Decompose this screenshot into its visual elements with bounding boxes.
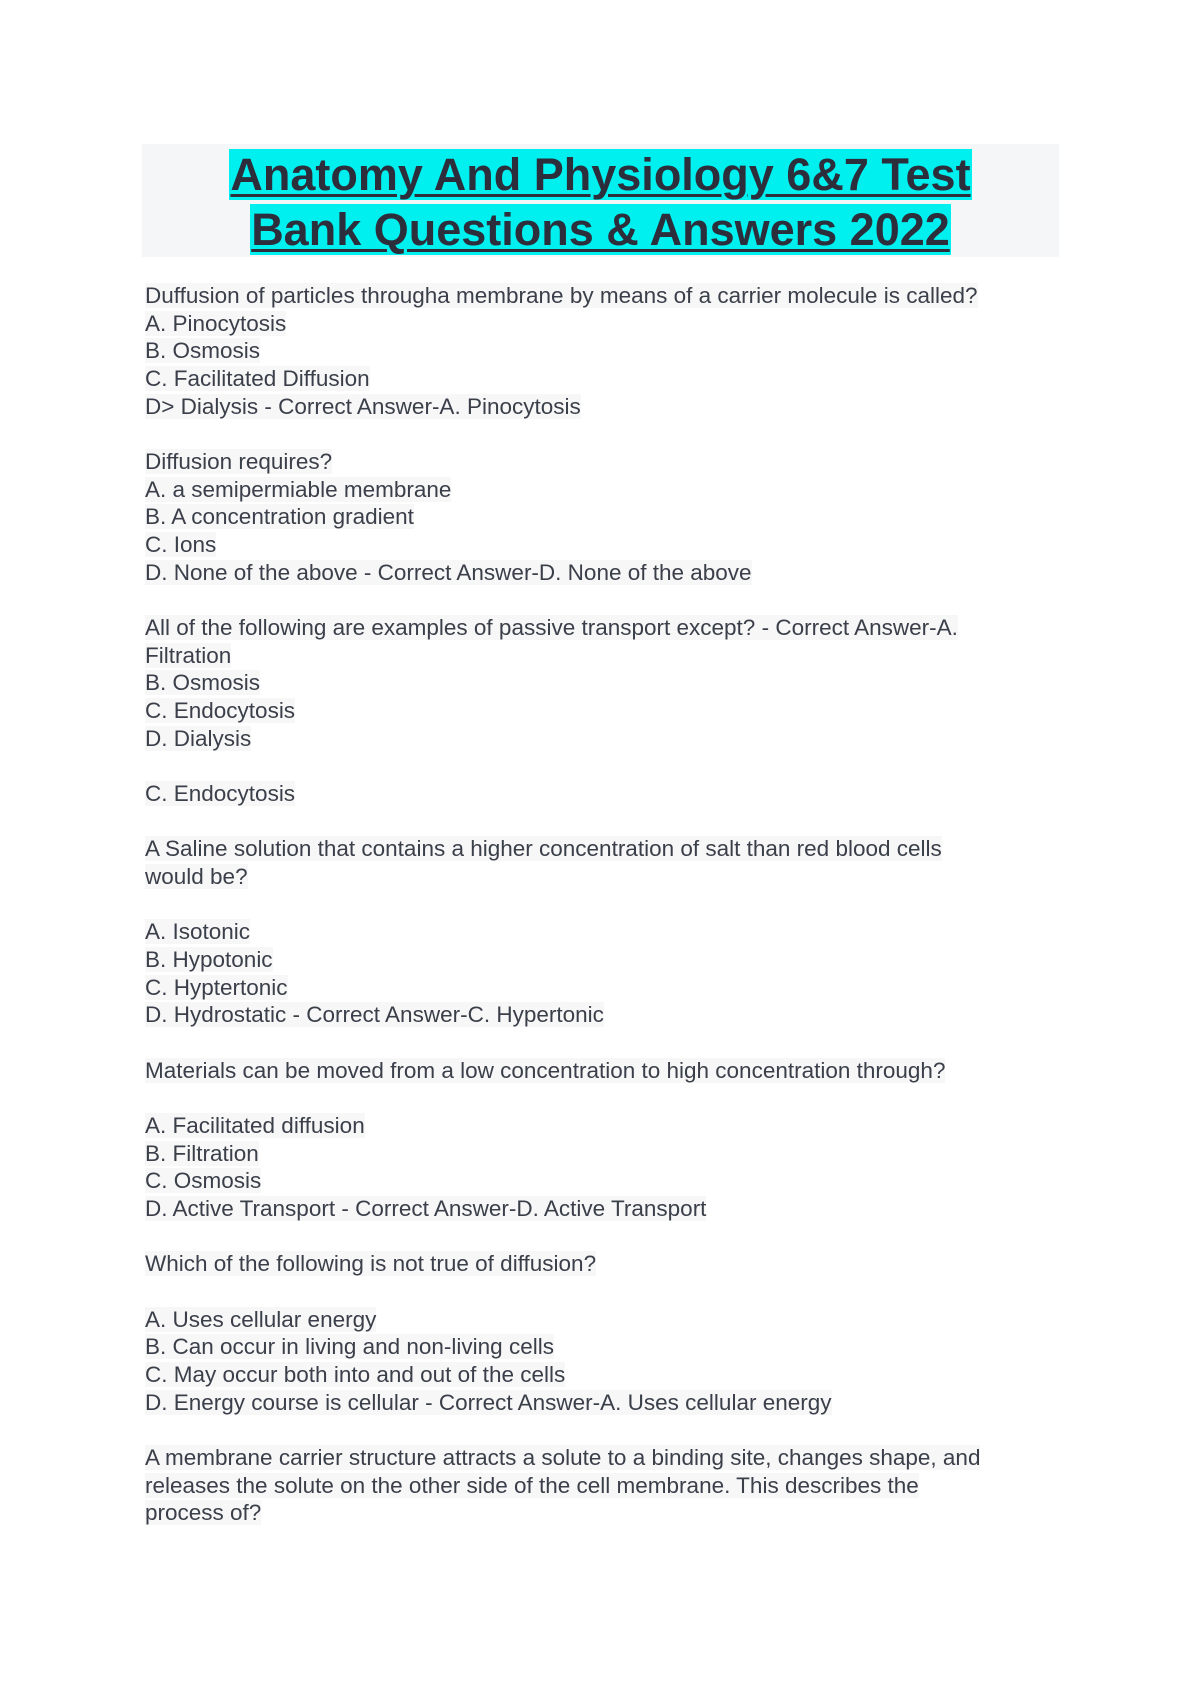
question-line [145, 1195, 1065, 1223]
question-line [145, 337, 1065, 365]
line-text: A Saline solution that contains a higher concentration of salt than red blood cells [145, 836, 942, 862]
line-text: C. May occur both into and out of the cells [145, 1362, 566, 1388]
question-line [145, 725, 1065, 753]
line-text: D. None of the above - Correct Answer-D. None of the above [145, 559, 752, 585]
line-text: D. Hydrostatic - Correct Answer-C. Hypertonic [145, 1002, 604, 1028]
line-text: A. Facilitated diffusion [145, 1113, 365, 1139]
question-line [145, 1167, 1065, 1195]
line-text: Diffusion requires? [145, 449, 333, 475]
question-line [145, 974, 1065, 1002]
question-block [145, 1250, 1065, 1416]
line-text: C. Endocytosis [145, 698, 296, 724]
question-line [145, 1140, 1065, 1168]
line-text: releases the solute on the other side of the cell membrane. This describes the [145, 1472, 919, 1498]
line-text: B. Can occur in living and non-living cells [145, 1334, 554, 1360]
question-line [145, 918, 1065, 946]
line-text: C. Hyptertonic [145, 974, 288, 1000]
question-list [145, 282, 1065, 1555]
question-text [145, 282, 1065, 310]
question-line [145, 1361, 1065, 1389]
question-line [145, 697, 1065, 725]
line-text: D. Dialysis [145, 725, 252, 751]
question-line [145, 559, 1065, 587]
line-text: All of the following are examples of passive transport except? - Correct Answer-A. [145, 615, 958, 641]
line-text: C. Osmosis [145, 1168, 262, 1194]
line-text: D. Energy course is cellular - Correct Answer-A. Uses cellular energy [145, 1389, 832, 1415]
line-text: A. Pinocytosis [145, 310, 287, 336]
question-line [145, 1306, 1065, 1334]
line-text: Materials can be moved from a low concentration to high concentration through? [145, 1057, 946, 1083]
line-text: Filtration [145, 642, 232, 668]
question-line [145, 863, 1065, 891]
title-line-1-text: Anatomy And Physiology 6&7 Test [230, 149, 971, 200]
question-line [145, 1112, 1065, 1140]
title-line-2 [142, 202, 1059, 257]
question-line [145, 365, 1065, 393]
line-text: Which of the following is not true of diffusion? [145, 1251, 597, 1277]
question-line [145, 393, 1065, 421]
question-line [145, 1333, 1065, 1361]
line-text: A. a semipermiable membrane [145, 476, 452, 502]
question-block [145, 614, 1065, 753]
document-title [142, 144, 1059, 257]
question-line [145, 1389, 1065, 1417]
line-text: B. Hypotonic [145, 947, 273, 973]
title-line-1 [142, 144, 1059, 202]
line-text: D. Active Transport - Correct Answer-D. Active Transport [145, 1196, 707, 1222]
line-text: B. A concentration gradient [145, 504, 414, 530]
line-text: B. Osmosis [145, 338, 261, 364]
question-line [145, 476, 1065, 504]
question-line [145, 503, 1065, 531]
question-text [145, 448, 1065, 476]
line-text: A membrane carrier structure attracts a solute to a binding site, changes shape, and [145, 1445, 981, 1471]
line-text: would be? [145, 863, 248, 889]
blank-line [145, 891, 1065, 919]
line-text: C. Ions [145, 532, 217, 558]
question-line [145, 1472, 1065, 1500]
line-text: B. Osmosis [145, 670, 261, 696]
question-block [145, 1057, 1065, 1223]
blank-line [145, 1278, 1065, 1306]
question-line [145, 669, 1065, 697]
question-block [145, 282, 1065, 421]
line-text: D> Dialysis - Correct Answer-A. Pinocytosis [145, 393, 581, 419]
question-block [145, 780, 1065, 808]
line-text: C. Endocytosis [145, 781, 296, 807]
blank-line [145, 1084, 1065, 1112]
question-line [145, 310, 1065, 338]
question-block [145, 1444, 1065, 1527]
question-line [145, 642, 1065, 670]
question-line [145, 1001, 1065, 1029]
line-text: A. Uses cellular energy [145, 1306, 377, 1332]
title-line-2-text: Bank Questions & Answers 2022 [251, 204, 950, 255]
line-text: B. Filtration [145, 1140, 259, 1166]
line-text: Duffusion of particles througha membrane by means of a carrier molecule is called? [145, 283, 978, 308]
line-text: A. Isotonic [145, 919, 251, 945]
question-text [145, 780, 1065, 808]
question-text [145, 1057, 1065, 1085]
question-text [145, 835, 1065, 863]
line-text: C. Facilitated Diffusion [145, 366, 370, 392]
question-text [145, 1444, 1065, 1472]
question-text [145, 614, 1065, 642]
question-text [145, 1250, 1065, 1278]
line-text: process of? [145, 1500, 262, 1526]
question-line [145, 1499, 1065, 1527]
question-line [145, 946, 1065, 974]
question-block [145, 835, 1065, 1029]
question-block [145, 448, 1065, 587]
question-line [145, 531, 1065, 559]
